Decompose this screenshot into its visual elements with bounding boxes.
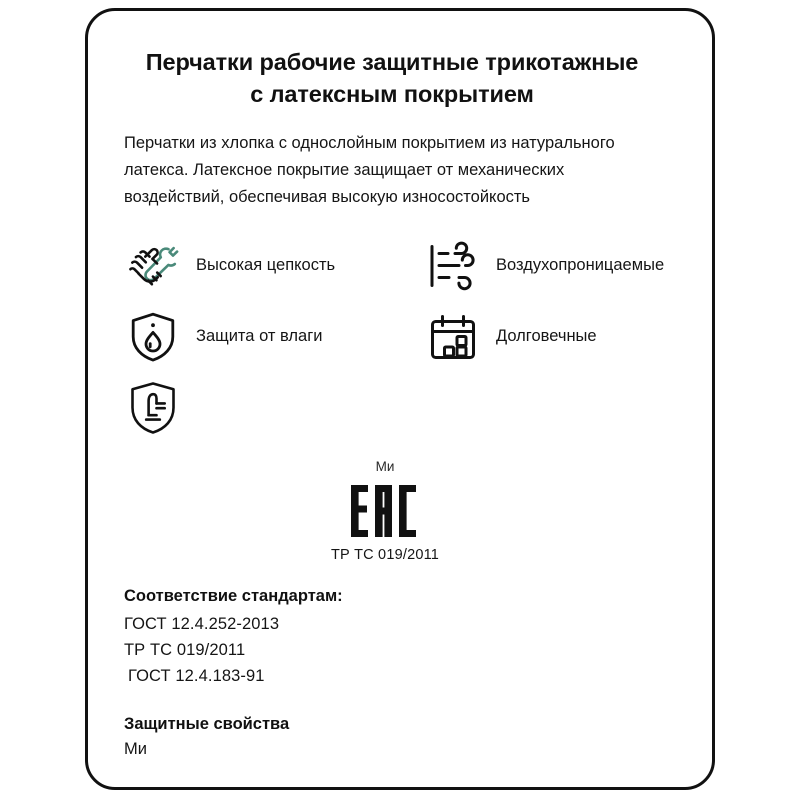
shield-mechanical-hazard-icon [124,379,182,437]
feature-row [124,237,678,295]
certification-top-label: Ми [375,458,395,474]
wind-airflow-icon [424,237,482,295]
feature-label: Долговечные [496,326,597,345]
eac-mark-icon [106,483,664,539]
title-line-1: Перчатки рабочие защитные трикотажные [145,49,639,75]
certification-block [106,459,678,563]
pictogram-row [106,379,678,437]
page-title [106,47,678,110]
standards-section [106,587,678,689]
feature-list [106,237,678,366]
title-line-2: с латексным покрытием [250,80,534,107]
protective-properties-section [106,715,678,759]
standards-item: ГОСТ 12.4.252-2013 [124,614,280,633]
feature-label: Высокая цепкость [196,255,336,274]
standards-item: ГОСТ 12.4.183-91 [128,666,265,685]
standards-heading: Соответствие стандартам: [124,586,343,605]
feature-item-durable [424,308,597,366]
protective-properties-value: Ми [124,739,147,758]
calendar-icon [424,308,482,366]
description-line-2: латекса. Латексное покрытие защищает от механических [124,161,565,180]
standards-item: ТР ТС 019/2011 [124,640,246,659]
description-line-3: воздействий, обеспечивая высокую износостойкость [124,187,531,206]
product-info-card [85,8,715,790]
feature-row [124,308,678,366]
glove-wrench-icon [124,237,182,295]
feature-item-grip [124,237,424,295]
feature-item-breathable [424,237,664,295]
feature-label: Воздухопроницаемые [496,255,665,274]
shield-droplet-icon [124,308,182,366]
feature-item-moisture [124,308,424,366]
certification-bottom-label: ТР ТС 019/2011 [330,546,440,563]
description-line-1: Перчатки из хлопка с однослойным покрытием из натурального [124,134,615,153]
product-description [106,130,678,210]
feature-label: Защита от влаги [196,326,323,345]
protective-properties-heading: Защитные свойства [124,714,290,733]
